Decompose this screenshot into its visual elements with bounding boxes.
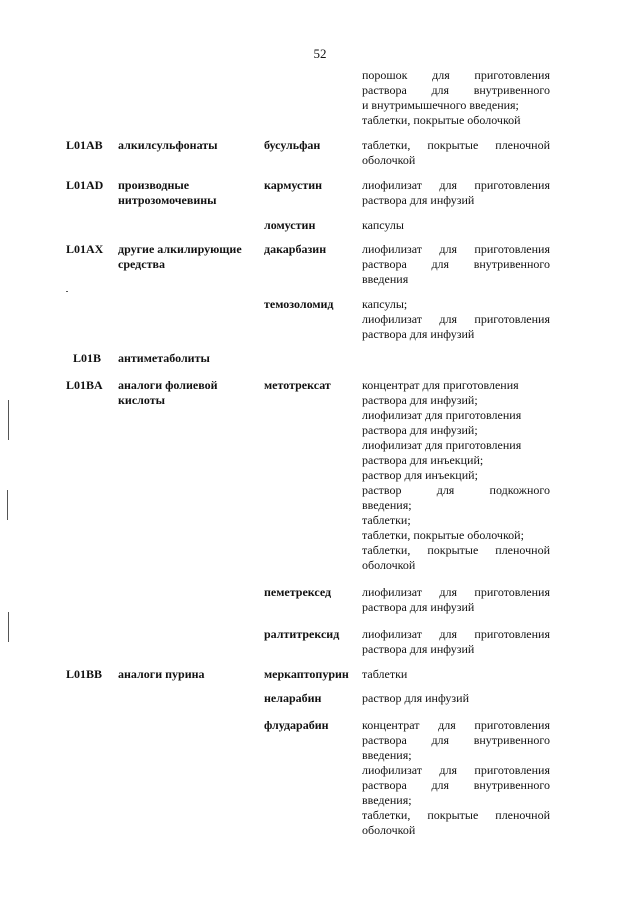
dosage-form-line: таблетки, покрытые пленочной [362, 138, 550, 152]
atc-group-line: другие алкилирующие [118, 242, 242, 256]
dosage-forms [362, 667, 550, 682]
dosage-form-line: раствора для инфузий; [362, 393, 478, 407]
atc-group [118, 242, 258, 272]
atc-code: L01BA [66, 378, 103, 392]
dosage-form-line: таблетки, покрытые оболочкой; [362, 528, 524, 542]
dosage-form-line: лиофилизат для приготовления [362, 408, 522, 422]
atc-code: L01B [73, 351, 102, 365]
dosage-form-line: таблетки, покрытые пленочной [362, 808, 550, 822]
dosage-form-line: оболочкой [362, 153, 416, 167]
drug-name: темозоломид [264, 297, 334, 311]
drug-name: кармустин [264, 178, 323, 192]
dosage-form-line: оболочкой [362, 558, 416, 572]
page-number: 52 [313, 46, 327, 61]
atc-group [118, 138, 258, 153]
dosage-form-line: лиофилизат для приготовления [362, 242, 550, 256]
atc-group-line: алкилсульфонаты [118, 138, 218, 152]
dosage-form-line: лиофилизат для приготовления [362, 763, 550, 777]
dosage-forms [362, 718, 550, 838]
dosage-form-line: капсулы [362, 218, 404, 232]
scan-mark [8, 612, 9, 642]
dosage-form-line: введения; [362, 748, 412, 762]
dosage-form-line: раствора для инфузий; [362, 423, 478, 437]
drug-name: меркаптопурин [264, 667, 349, 681]
dosage-form-line: раствора для инъекций; [362, 453, 484, 467]
dosage-form-line: лиофилизат для приготовления [362, 627, 550, 641]
dosage-forms [362, 242, 550, 287]
atc-code: L01AD [66, 178, 104, 192]
dosage-form-line: раствор для подкожного [362, 483, 550, 497]
dosage-forms [362, 68, 550, 128]
dosage-form-line: введения; [362, 793, 412, 807]
atc-code: L01AX [66, 242, 104, 256]
dosage-forms [362, 585, 550, 615]
dosage-form-line: раствор для инъекций; [362, 468, 478, 482]
scan-mark [66, 291, 68, 292]
drug-name: бусульфан [264, 138, 321, 152]
atc-group-line: аналоги фолиевой [118, 378, 218, 392]
dosage-forms [362, 218, 550, 233]
dosage-forms [362, 138, 550, 168]
drug-name: ралтитрексид [264, 627, 340, 641]
dosage-form-line: раствора для внутривенного [362, 778, 550, 792]
dosage-form-line: концентрат для приготовления [362, 718, 550, 732]
dosage-form-line: введения; [362, 498, 412, 512]
dosage-form-line: раствора для инфузий [362, 642, 475, 656]
dosage-form-line: раствора для инфузий [362, 193, 475, 207]
atc-group-line: нитрозомочевины [118, 193, 217, 207]
dosage-form-line: раствора для инфузий [362, 600, 475, 614]
drug-name: метотрексат [264, 378, 331, 392]
dosage-form-line: оболочкой [362, 823, 416, 837]
scan-mark [7, 490, 8, 520]
dosage-form-line: раствора для инфузий [362, 327, 475, 341]
dosage-form-line: таблетки, покрытые оболочкой [362, 113, 521, 127]
drug-name: дакарбазин [264, 242, 327, 256]
atc-group [118, 378, 258, 408]
dosage-form-line: раствора для внутривенного [362, 83, 550, 97]
dosage-form-line: и внутримышечного введения; [362, 98, 519, 112]
atc-group [118, 351, 258, 366]
dosage-form-line: раствора для внутривенного [362, 733, 550, 747]
atc-group-line: средства [118, 257, 165, 271]
atc-group-line: аналоги пурина [118, 667, 205, 681]
dosage-form-line: таблетки, покрытые пленочной [362, 543, 550, 557]
atc-group [118, 667, 258, 682]
dosage-form-line: капсулы; [362, 297, 408, 311]
dosage-form-line: введения [362, 272, 409, 286]
dosage-form-line: раствор для инфузий [362, 691, 469, 705]
atc-group-line: производные [118, 178, 190, 192]
drug-name: флударабин [264, 718, 329, 732]
dosage-forms [362, 378, 550, 573]
dosage-forms [362, 178, 550, 208]
dosage-form-line: лиофилизат для приготовления [362, 312, 550, 326]
dosage-form-line: таблетки [362, 667, 408, 681]
dosage-form-line: лиофилизат для приготовления [362, 585, 550, 599]
scan-mark [8, 400, 9, 440]
dosage-form-line: лиофилизат для приготовления [362, 438, 522, 452]
atc-group [118, 178, 258, 208]
drug-name: пеметрексед [264, 585, 332, 599]
atc-code: L01AB [66, 138, 103, 152]
dosage-form-line: порошок для приготовления [362, 68, 550, 82]
drug-name: ломустин [264, 218, 316, 232]
dosage-form-line: раствора для внутривенного [362, 257, 550, 271]
dosage-form-line: лиофилизат для приготовления [362, 178, 550, 192]
atc-code: L01BB [66, 667, 103, 681]
atc-group-line: антиметаболиты [118, 351, 210, 365]
dosage-forms [362, 297, 550, 342]
atc-group-line: кислоты [118, 393, 165, 407]
dosage-form-line: таблетки; [362, 513, 411, 527]
drug-name: неларабин [264, 691, 322, 705]
dosage-forms [362, 691, 550, 706]
dosage-forms [362, 627, 550, 657]
dosage-form-line: концентрат для приготовления [362, 378, 519, 392]
